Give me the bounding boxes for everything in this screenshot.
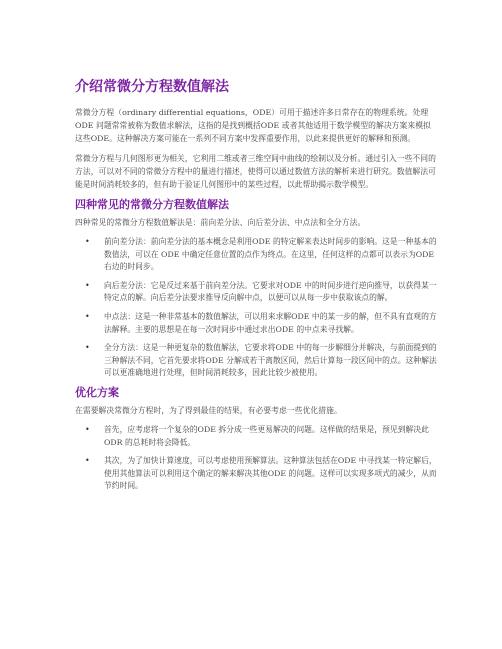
intro-paragraph-2: 常微分方程与几何图形更为相关，它利用二维或者三维空间中曲线的绘制以及分析。通过引入一些不同的方法，可以对不同的常微分方程中的量进行描述，使得可以通过数值方法的解析来进行研究。数值解法可能是时间消耗较多的，但有助于验证几何图形中的某些过程，以此帮助揭示数学模型。 xyxy=(75,154,436,189)
list-item-text: 向后差分法：它是反过来基于前向差分法。它要求对ODE 中的时间步进行逆向推导，以获得某一特定点的解。向后差分法要求推导反向解中点，以便可以从每一步中获取该点的解。 xyxy=(104,280,437,303)
bullet-icon: • xyxy=(85,343,90,353)
section-heading-optimization: 优化方案 xyxy=(75,385,119,399)
list-item xyxy=(75,280,437,305)
section-methods-lead: 四种常见的常微分方程数值解法是：前向差分法、向后差分法、中点法和全分方法。 xyxy=(75,218,366,227)
list-item-text: 其次，为了加快计算速度，可以考虑使用预解算法。这种算法包括在ODE 中寻找某一特定解后，使用其他算法可以利用这个确定的解来解决其他ODE 的问题。这样可以实现多项式的减少，从而节约时间。 xyxy=(104,456,437,491)
list-item xyxy=(75,342,437,380)
methods-list xyxy=(75,236,437,380)
list-item-text: 前向差分法：前向差分法的基本概念是利用ODE 的特定解来表达时间步的影响。这是一种基本的数值法，可以在 ODE 中确定任意位置的点作为终点。在这里，任何这样的点都可以表示为ODE 右边的时间步。 xyxy=(104,237,437,272)
list-item xyxy=(75,236,437,274)
bullet-icon: • xyxy=(85,424,90,434)
list-item xyxy=(75,455,437,493)
bullet-icon: • xyxy=(85,456,90,466)
list-item-text: 全分方法：这是一种更复杂的数值解法，它要求将ODE 中的每一步解细分并解决，与前面提到的三种解法不同，它首先要求将ODE 分解成若干离散区间，然后计算每一段区间中的点。这种解法可以更准确地进行处理，但时间消耗较多，因此比较少被使用。 xyxy=(104,343,437,378)
bullet-icon: • xyxy=(85,311,90,321)
list-item-text: 中点法：这是一种非常基本的数值解法，可以用来求解ODE 中的某一步的解，但不具有直观的方法解释。主要的思想是在每一次时间步中通过求出ODE 的中点来寻找解。 xyxy=(104,311,437,334)
list-item-text: 首先，应考虑将一个复杂的ODE 拆分成一些更易解决的问题。这样做的结果是，预见到解决此ODR 的总耗时将会降低。 xyxy=(104,424,429,447)
list-item xyxy=(75,424,437,449)
section-optimization-lead: 在需要解决常微分方程时，为了得到最佳的结果，有必要考虑一些优化措施。 xyxy=(75,405,342,415)
section-heading-methods: 四种常见的常微分方程数值解法 xyxy=(75,198,229,211)
optimization-list xyxy=(75,424,437,493)
list-item xyxy=(75,311,437,336)
bullet-icon: • xyxy=(85,237,90,246)
page-title: 介绍常微分方程数值解法 xyxy=(75,79,229,95)
bullet-icon: • xyxy=(85,280,90,290)
intro-paragraph-1: 常微分方程（ordinary differential equations，ODE）可用于描述许多日常存在的物理系统。处理ODE 问题常常被称为数值求解法，这指的是找到概括ODE 或者其他适用于数学模型的解决方案来模拟这些ODE。这种解决方案可能在一系列不同方案中发挥重要作用，以此来提供更好的解释和预测。 xyxy=(75,108,431,143)
document-page xyxy=(75,78,437,499)
